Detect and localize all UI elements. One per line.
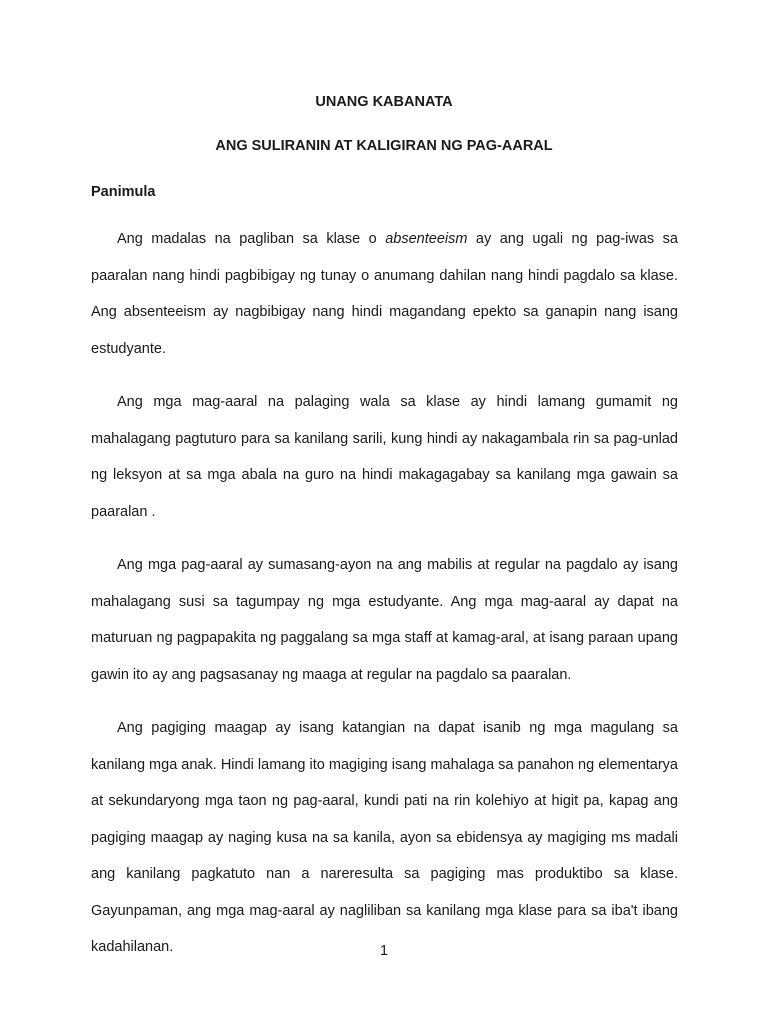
paragraph-2: Ang mga mag-aaral na palaging wala sa klase ay hindi lamang gumamit ng mahalagang pagtuturo para sa kanilang sarili, kung hindi ay nakagambala rin sa pag-unlad ng leksyon at sa mga abala na guro na hindi makagagabay sa kanilang mga gawain sa paaralan .	[91, 394, 678, 520]
paragraph-1-lead: Ang madalas na pagliban sa klase o	[117, 231, 386, 247]
page-number: 1	[379, 943, 389, 959]
paragraph-1-rest: ay ang ugali ng pag-iwas sa paaralan nang hindi pagbibigay ng tunay o anumang dahilan nang hindi pagdalo sa klase. Ang absenteeism ay nagbibigay nang hindi magandang epekto sa ganapin nang isang estudyante.	[91, 231, 678, 357]
chapter-title: ANG SULIRANIN AT KALIGIRAN NG PAG-AARAL	[215, 138, 553, 154]
paragraph-1-italic-term: absenteeism	[385, 231, 468, 247]
paragraph-4: Ang pagiging maagap ay isang katangian na dapat isanib ng mga magulang sa kanilang mga anak. Hindi lamang ito magiging isang mahalaga sa panahon ng elementarya at sekundaryong mga taon ng pag-aaral, kundi pati na rin kolehiyo at higit pa, kapag ang pagiging maagap ay naging kusa na sa kanila, ayon sa ebidensya ay magiging ms madali ang kanilang pagkatuto nan a nareresulta sa pagiging mas produktibo sa klase. Gayunpaman, ang mga mag-aaral ay nagliliban sa kanilang mga klase para sa iba't ibang kadahilanan.	[91, 720, 678, 955]
chapter-heading: UNANG KABANATA	[315, 94, 453, 110]
paragraph-3: Ang mga pag-aaral ay sumasang-ayon na ang mabilis at regular na pagdalo ay isang mahalagang susi sa tagumpay ng mga estudyante. Ang mga mag-aaral ay dapat na maturuan ng pagpapakita ng paggalang sa mga staff at kamag-aral, at isang paraan upang gawin ito ay ang pagsasanay ng maaga at regular na pagdalo sa paaralan.	[91, 557, 678, 683]
body-text	[91, 221, 678, 983]
section-heading: Panimula	[91, 184, 156, 200]
paragraph-1	[91, 221, 678, 367]
